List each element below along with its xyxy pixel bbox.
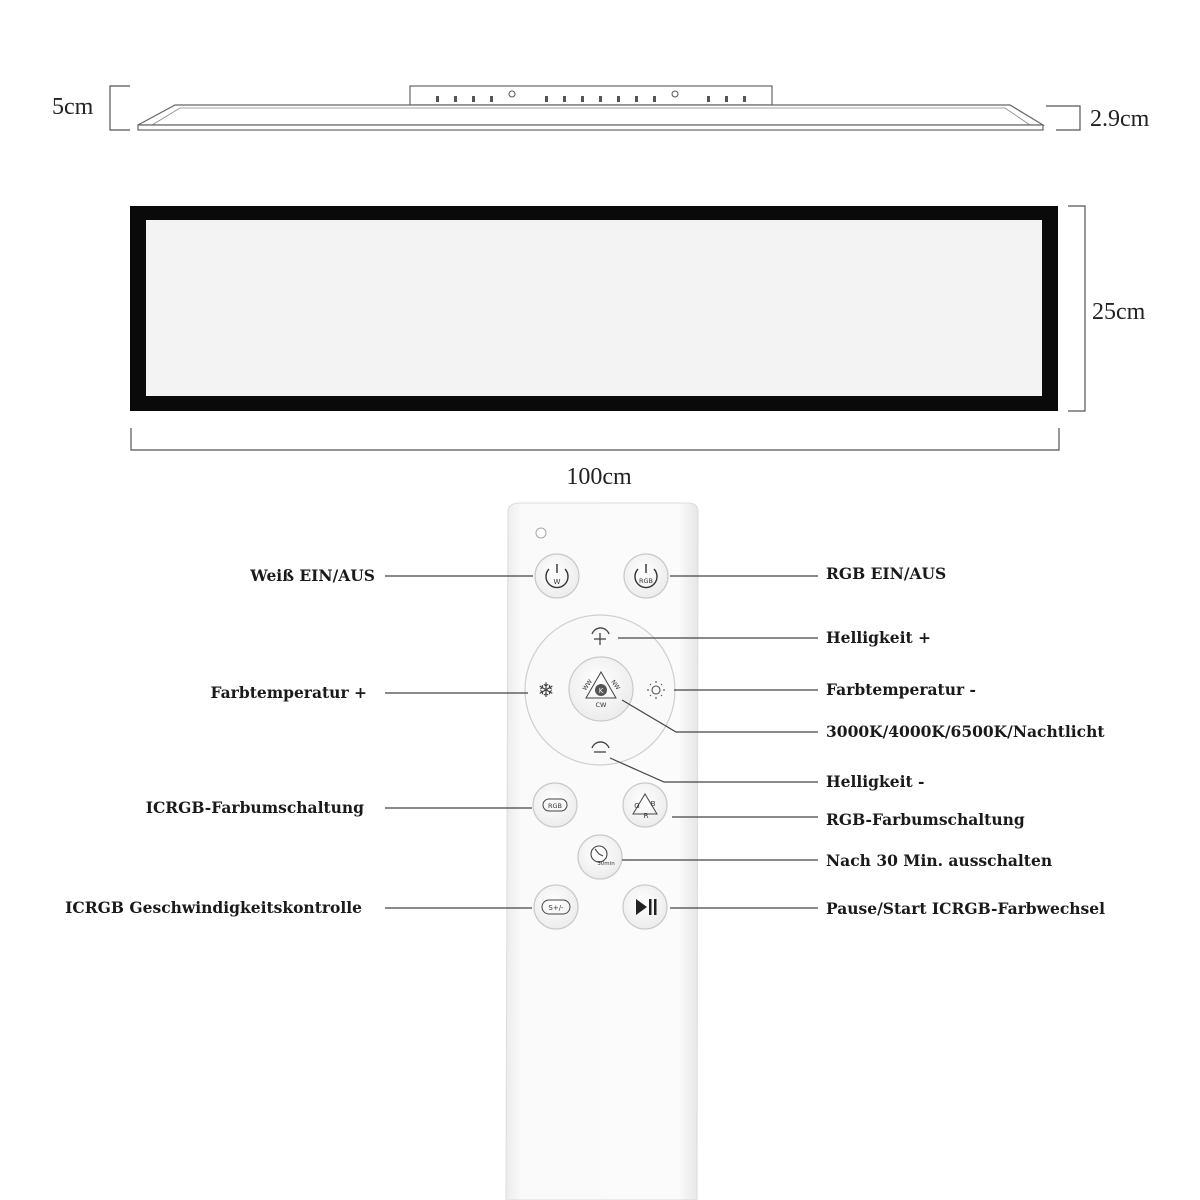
label-icrgb-speed: ICRGB Geschwindigkeitskontrolle — [65, 898, 362, 917]
panel-thickness-label: 2.9cm — [1090, 106, 1150, 132]
label-brightness-up: Helligkeit + — [826, 628, 932, 647]
label-pause-start: Pause/Start ICRGB-Farbwechsel — [826, 899, 1106, 918]
label-rgb-switch: RGB-Farbumschaltung — [826, 810, 1025, 829]
timer-button[interactable] — [578, 835, 622, 879]
label-color-temp-plus: Farbtemperatur + — [210, 683, 367, 702]
b-text: B — [650, 800, 656, 808]
color-temp-plus-button[interactable] — [538, 678, 555, 702]
icrgb-switch-button[interactable] — [533, 783, 577, 827]
label-brightness-down: Helligkeit - — [826, 772, 925, 791]
side-profile-view — [52, 86, 1150, 132]
pause-start-button[interactable] — [623, 885, 667, 929]
icrgb-speed-button[interactable] — [534, 885, 578, 929]
timer-text: 30min — [597, 861, 615, 867]
indicator-led — [536, 528, 546, 538]
label-color-temp-minus: Farbtemperatur - — [826, 680, 976, 699]
height-total-label: 5cm — [52, 94, 94, 120]
label-icrgb-switch: ICRGB-Farbumschaltung — [145, 798, 364, 817]
brightness-down-button[interactable] — [580, 730, 620, 760]
remote-control — [506, 503, 698, 1200]
brightness-up-button[interactable] — [580, 618, 620, 648]
icrgb-text: RGB — [547, 802, 563, 810]
cw-text: CW — [595, 701, 607, 709]
panel-light-surface — [146, 220, 1042, 396]
label-rgb-on-off: RGB EIN/AUS — [826, 564, 947, 583]
rgb-power-button[interactable] — [624, 554, 668, 598]
rgb-switch-button[interactable] — [623, 783, 667, 827]
label-color-temp-modes: 3000K/4000K/6500K/Nachtlicht — [826, 722, 1105, 741]
width-label: 25cm — [1092, 299, 1146, 325]
r-text: R — [643, 812, 649, 820]
label-timer-off: Nach 30 Min. ausschalten — [826, 851, 1053, 870]
driver-box — [410, 86, 772, 105]
label-white-on-off: Weiß EIN/AUS — [250, 566, 375, 585]
snowflake-icon: ❄ — [537, 678, 555, 702]
ww-text: WW — [581, 678, 595, 693]
white-power-text: W — [553, 578, 561, 586]
nw-text: NW — [609, 678, 622, 692]
speed-text: S+/- — [548, 904, 564, 912]
panel-top-view — [130, 206, 1146, 490]
g-text: G — [634, 802, 640, 810]
color-temp-mode-button[interactable] — [569, 657, 633, 721]
rgb-power-text: RGB — [638, 577, 654, 585]
kelvin-text: K — [598, 687, 604, 695]
length-label: 100cm — [566, 464, 632, 490]
white-power-button[interactable] — [535, 554, 579, 598]
